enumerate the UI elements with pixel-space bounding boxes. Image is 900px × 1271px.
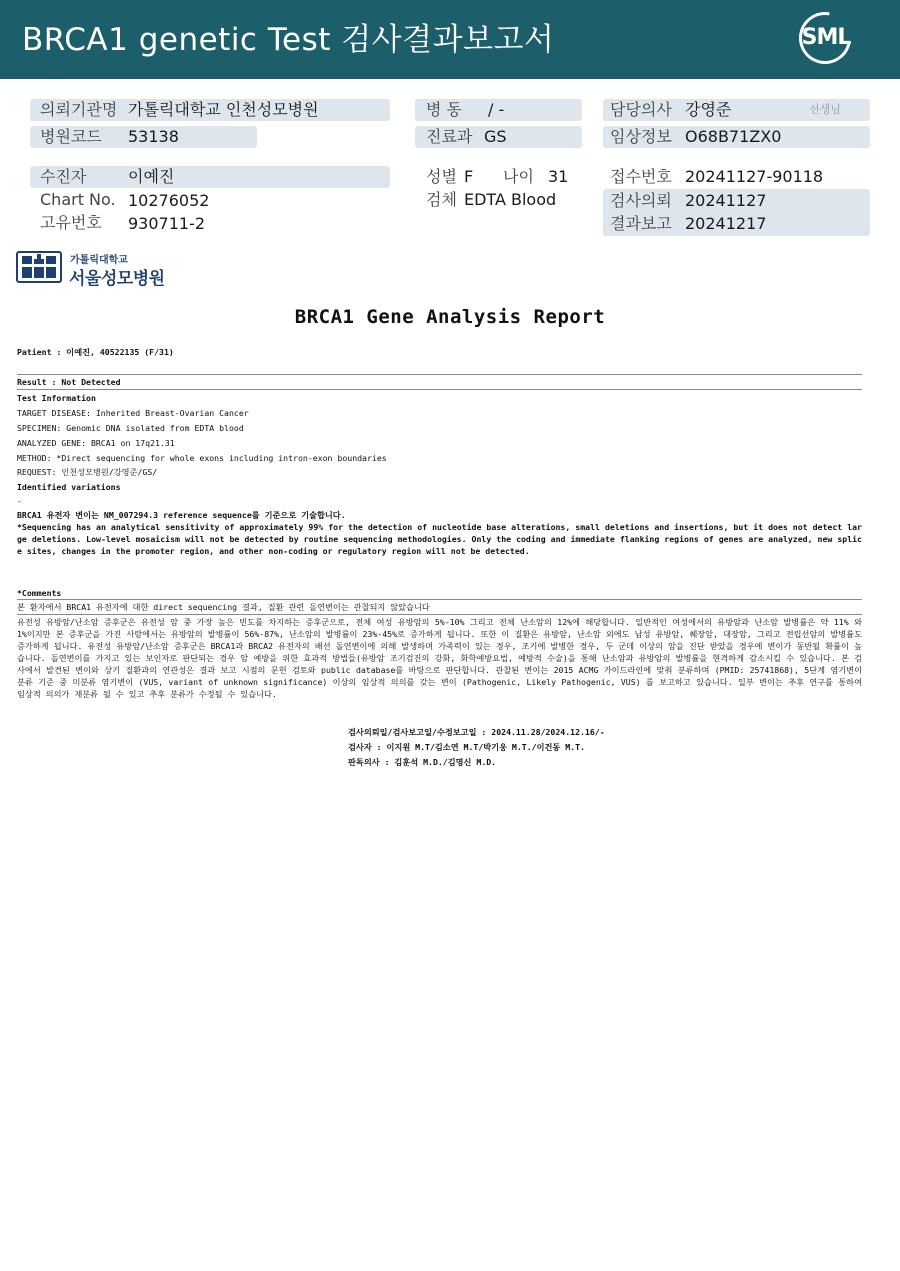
hospital-logo <box>16 250 166 289</box>
divider <box>17 389 862 390</box>
clinical-info-value: O68B71ZX0 <box>685 127 782 146</box>
physician-label: 담당의사 <box>610 100 672 119</box>
technicians-line: 검사자 : 이지원 M.T/김소연 M.T/박기웅 M.T./이건동 M.T. <box>348 742 585 752</box>
department-value: GS <box>484 127 507 146</box>
request-date-label: 검사의뢰 <box>610 191 672 210</box>
chart-no-label: Chart No. <box>40 190 116 209</box>
report-title: BRCA1 Gene Analysis Report <box>294 306 606 328</box>
sml-logo-text: SML <box>801 25 851 50</box>
specimen-line: SPECIMEN: Genomic DNA isolated from EDTA blood <box>17 423 244 433</box>
patient-label: 수진자 <box>40 167 87 186</box>
sex-label: 성별 <box>426 167 457 186</box>
ward-value: / - <box>488 100 505 119</box>
hospital-logo-university: 가톨릭대학교 <box>70 255 128 266</box>
age-value: 31 <box>548 167 569 186</box>
hospital-code-label: 병원코드 <box>40 127 102 146</box>
physician-value: 강영준 <box>685 100 732 119</box>
patient-value: 이예진 <box>128 167 175 186</box>
test-info-heading: Test Information <box>17 393 96 403</box>
analyzed-gene-line: ANALYZED GENE: BRCA1 on 17q21.31 <box>17 438 175 448</box>
ordering-institution-value: 가톨릭대학교 인천성모병원 <box>128 100 319 119</box>
hospital-code-value: 53138 <box>128 127 179 146</box>
dates-line: 검사의뢰일/검사보고일/수정보고일 : 2024.11.28/2024.12.16/- <box>348 727 605 737</box>
age-label: 나이 <box>503 167 534 186</box>
divider <box>17 374 862 375</box>
divider <box>17 599 862 600</box>
unique-no-label: 고유번호 <box>40 213 102 232</box>
patient-line: Patient : 이예진, 40522135 (F/31) <box>17 347 174 357</box>
report-header <box>0 0 900 79</box>
physician-suffix: 선생님 <box>809 103 841 116</box>
comments-heading: *Comments <box>17 588 62 598</box>
sml-logo <box>795 12 857 68</box>
readers-line: 판독의사 : 김훈석 M.D./김명신 M.D. <box>348 757 497 767</box>
request-line: REQUEST: 인천성모병원/강영준/GS/ <box>17 467 158 477</box>
target-disease-line: TARGET DISEASE: Inherited Breast-Ovarian Cancer <box>17 408 249 418</box>
sensitivity-note: *Sequencing has an analytical sensitivity of approximately 99% for the detection of nucleotide base alterations, small deletions and insertions, but it does not detect large deletions. Low-level mosaicism will not be detected by routine sequencing methodologies. Only the coding and immediate flanking regions of genes are analyzed, new splice sites, changes in the promoter region, and other non-coding or regulatory region will not be detected. <box>17 522 862 556</box>
ordering-institution-label: 의뢰기관명 <box>40 100 118 119</box>
identified-variations-heading: Identified variations <box>17 482 121 492</box>
report-header-title: BRCA1 genetic Test 검사결과보고서 <box>22 22 555 58</box>
chart-no-value: 10276052 <box>128 191 210 210</box>
method-line: METHOD: *Direct sequencing for whole exons including intron-exon boundaries <box>17 453 387 463</box>
sex-value: F <box>464 167 474 186</box>
specimen-label: 검체 <box>426 190 457 209</box>
report-date-value: 20241217 <box>685 214 767 233</box>
hospital-emblem-icon <box>16 250 62 284</box>
comment-first-line: 본 환자에서 BRCA1 유전자에 대한 direct sequencing 결과, 질환 관련 돌연변이는 관찰되지 않았습니다 <box>17 602 430 612</box>
result-line: Result : Not Detected <box>17 377 121 387</box>
identified-variations-value: - <box>17 496 22 506</box>
hospital-logo-name: 서울성모병원 <box>69 269 165 289</box>
specimen-value: EDTA Blood <box>464 190 557 209</box>
receipt-no-label: 접수번호 <box>610 167 672 186</box>
divider <box>17 614 862 615</box>
ward-label: 병 동 <box>426 100 462 119</box>
report-date-label: 결과보고 <box>610 214 672 233</box>
reference-note: BRCA1 유전자 변이는 NM_007294.3 reference sequence를 기준으로 기술합니다. <box>17 510 346 520</box>
clinical-info-label: 임상정보 <box>610 127 672 146</box>
unique-no-value: 930711-2 <box>128 214 206 233</box>
request-date-value: 20241127 <box>685 191 767 210</box>
receipt-no-value: 20241127-90118 <box>685 167 824 186</box>
comment-body: 유전성 유방암/난소암 증후군은 유전성 암 중 가장 높은 빈도를 차지하는 증후군으로, 전체 여성 유방암의 5%-10% 그리고 전체 난소암의 12%에 해당합니다. 일반적인 여성에서의 유방암과 난소암 발병률은 약 11% 와 1%이지만 본 증후군을 가진 사람에서는 유방암의 발병률이 56%-87%, 난소암의 발병률이 23%-45%로 증가하게 됩니다. 또한 이 질환은 유방암, 난소암 외에도 남성 유방암, 췌장암, 대장암, 그리고 전립선암의 발병률도 증가하게 됩니다. 유전성 유방암/난소암 증후군은 BRCA1과 BRCA2 유전자의 배선 돌연변이에 의해 발생하며 가족력이 있는 경우, 조기에 발병한 경우, 두 군데 이상의 암을 진단 받았을 경우에 변이가 동반될 확률이 높습니다. 돌연변이를 가지고 있는 보인자로 판단되는 경우 암 예방을 위한 효과적 방법들(유방암 조기검진의 강화, 화학예방요법, 예방적 수술)을 통해 난소암과 유방암의 발병률을 현격하게 감소시킬 수 있습니다. 본 검사에서 발견된 변이와 상기 질환과의 연관성은 결과 보고 시점의 문헌 검토와 public database를 바탕으로 판단합니다. 관찰된 변이는 2015 ACMG 가이드라인에 맞춰 분류하며 (PMID: 25741868), 5단계 염기변이 분류 기준 중 미분류 염기변이 (VUS, variant of unknown significance) 이상의 임상적 의의를 갖는 변이 (Pathogenic, Likely Pathogenic, VUS) 를 보고하고 있습니다. 일부 변이는 추후 연구를 통하여 임상적 의의가 재분류 될 수 있고 추후 분류가 수정될 수 있습니다. <box>17 617 862 699</box>
department-label: 진료과 <box>426 127 473 146</box>
